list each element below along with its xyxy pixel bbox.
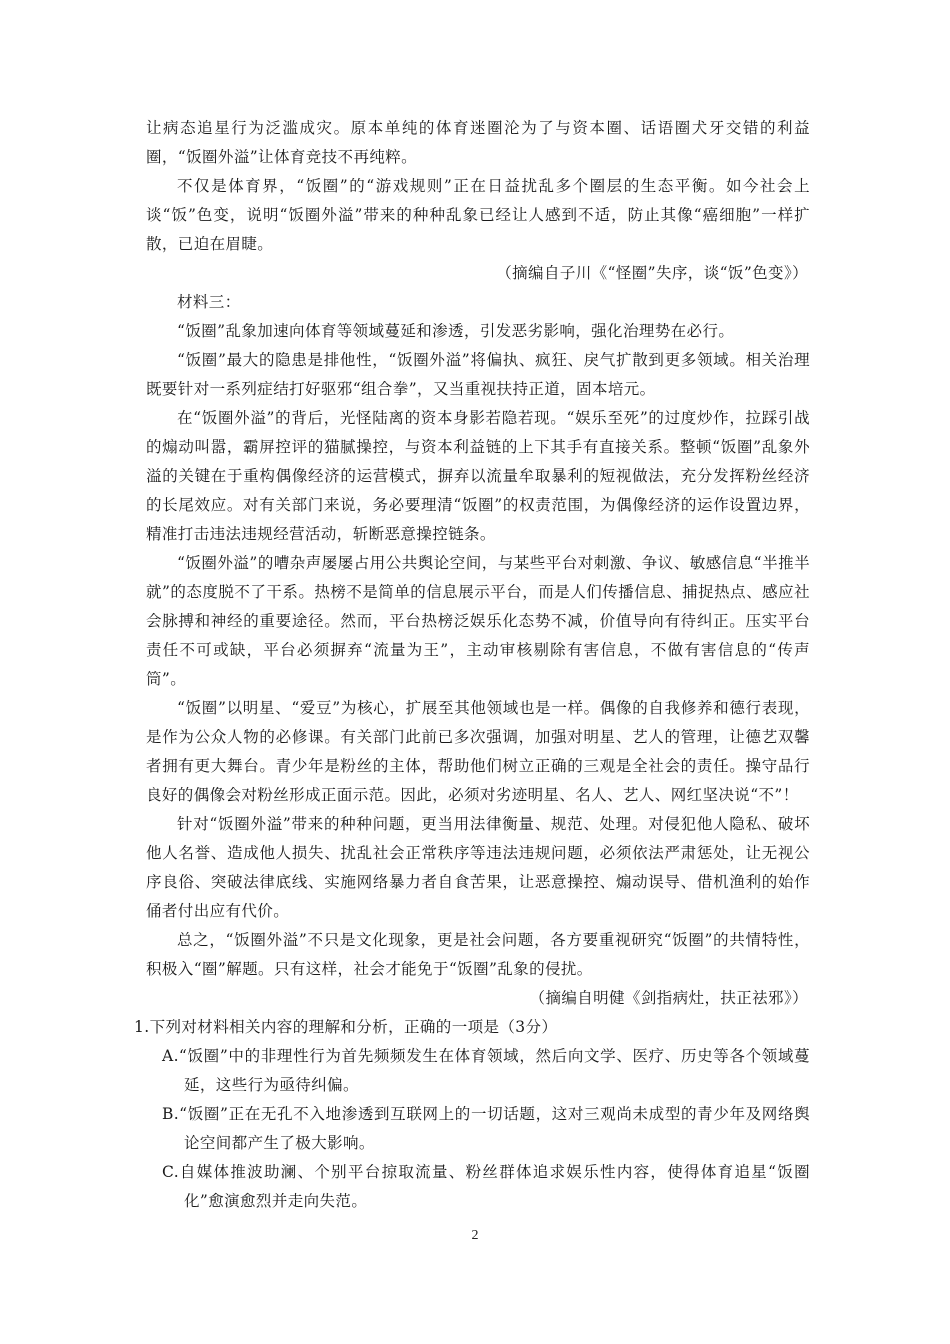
material-paragraph: 针对“饭圈外溢”带来的种种问题，更当用法律衡量、规范、处理。对侵犯他人隐私、破坏他人名誉、造成他人损失、扰乱社会正常秩序等违法违规问题，必须依法严肃惩处，让无视公序良俗、突破法律底线、实施网络暴力者自食苦果，让恶意操控、煽动误导、借机渔利的始作俑者付出应有代价。: [146, 815, 810, 920]
material-paragraph: “饭圈外溢”的嘈杂声屡屡占用公共舆论空间，与某些平台对刺激、争议、敏感信息“半推半就”的态度脱不了干系。热榜不是简单的信息展示平台，而是人们传播信息、捕捉热点、感应社会脉搏和神经的重要途径。然而，平台热榜泛娱乐化态势不减，价值导向有待纠正。压实平台责任不可或缺，平台必须摒弃“流量为王”，主动审核剔除有害信息，不做有害信息的“传声筒”。: [146, 554, 810, 688]
continued-paragraph: 不仅是体育界，“饭圈”的“游戏规则”正在日益扰乱多个圈层的生态平衡。如今社会上谈“饭”色变，说明“饭圈外溢”带来的种种乱象已经让人感到不适，防止其像“癌细胞”一样扩散，已迫在眉睫。: [146, 177, 810, 253]
page-number: 2: [471, 1228, 479, 1243]
option-a: A.“饭圈”中的非理性行为首先频频发生在体育领域，然后向文学、医疗、历史等各个领域蔓延，这些行为亟待纠偏。: [162, 1047, 810, 1094]
continued-paragraph: 让病态追星行为泛滥成灾。原本单纯的体育迷圈沦为了与资本圈、话语圈犬牙交错的利益圈，“饭圈外溢”让体育竞技不再纯粹。: [146, 119, 810, 166]
material-paragraph: 在“饭圈外溢”的背后，光怪陆离的资本身影若隐若现。“娱乐至死”的过度炒作，拉踩引战的煽动叫嚣，霸屏控评的猫腻操控，与资本利益链的上下其手有直接关系。整顿“饭圈”乱象外溢的关键在于重构偶像经济的运营模式，摒弃以流量牟取暴利的短视做法，充分发挥粉丝经济的长尾效应。对有关部门来说，务必要理清“饭圈”的权责范围，为偶像经济的运作设置边界，精准打击违法违规经营活动，斩断恶意操控链条。: [146, 409, 810, 543]
material-paragraph: “饭圈”最大的隐患是排他性，“饭圈外溢”将偏执、疯狂、戾气扩散到更多领域。相关治理既要针对一系列症结打好驱邪“组合拳”，又当重视扶持正道，固本培元。: [146, 351, 810, 398]
option-b: B.“饭圈”正在无孔不入地渗透到互联网上的一切话题，这对三观尚未成型的青少年及网络舆论空间都产生了极大影响。: [162, 1105, 810, 1152]
material-paragraph: 总之，“饭圈外溢”不只是文化现象，更是社会问题，各方要重视研究“饭圈”的共情特性，积极入“圈”解题。只有这样，社会才能免于“饭圈”乱象的侵扰。: [146, 931, 810, 978]
material-heading: 材料三：: [177, 293, 241, 311]
source-citation: （摘编自明健《剑指病灶，扶正祛邪》）: [529, 989, 808, 1007]
material-paragraph: “饭圈”乱象加速向体育等领域蔓延和渗透，引发恶劣影响，强化治理势在必行。: [177, 322, 735, 340]
question-stem: 1.下列对材料相关内容的理解和分析，正确的一项是（3分）: [134, 1018, 558, 1036]
source-citation: （摘编自子川《“怪圈”失序，谈“饭”色变》）: [496, 264, 808, 282]
page-content: [134, 114, 810, 1216]
option-c: C.自媒体推波助澜、个别平台掠取流量、粉丝群体追求娱乐性内容，使得体育追星“饭圈化”愈演愈烈并走向失范。: [162, 1163, 810, 1210]
material-paragraph: “饭圈”以明星、“爱豆”为核心，扩展至其他领域也是一样。偶像的自我修养和德行表现，是作为公众人物的必修课。有关部门此前已多次强调，加强对明星、艺人的管理，让德艺双馨者拥有更大舞台。青少年是粉丝的主体，帮助他们树立正确的三观是全社会的责任。操守品行良好的偶像会对粉丝形成正面示范。因此，必须对劣迹明星、名人、艺人、网红坚决说“不”！: [146, 699, 810, 804]
